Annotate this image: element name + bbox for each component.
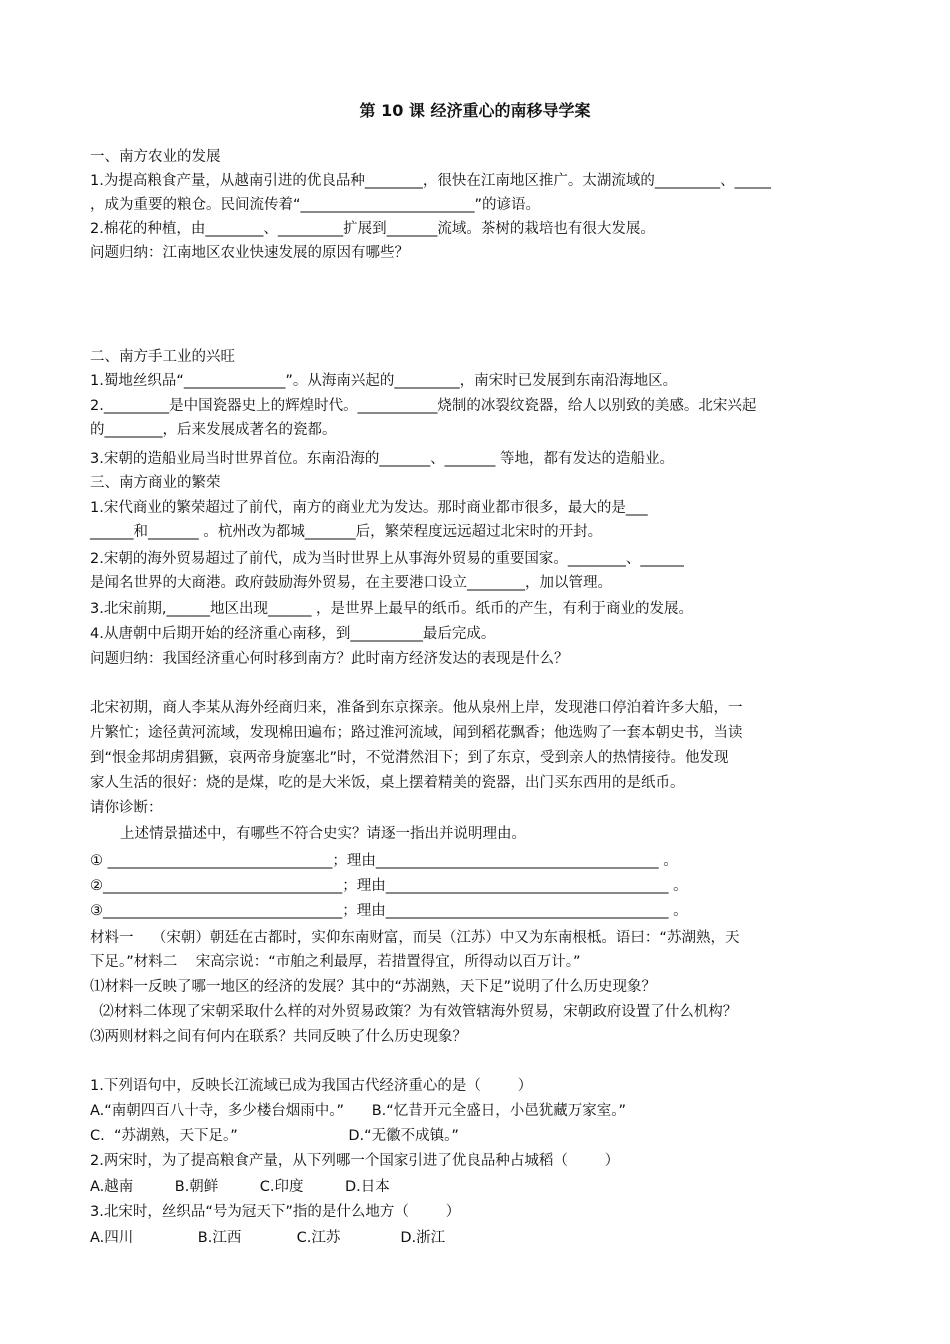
quiz-options-1b: C. “苏湖熟，天下足。” D.“无徽不成镇。” <box>90 1128 459 1144</box>
text-line: 的________，后来发展成著名的瓷都。 <box>90 422 337 438</box>
quiz-options-3: A.四川 B.江西 C.江苏 D.浙江 <box>90 1230 446 1246</box>
story-line: 家人生活的很好：烧的是煤，吃的是大米饭，桌上摆着精美的瓷器，出门买东西用的是纸币。 <box>90 775 685 791</box>
text-line: ，成为重要的粮仓。民间流传着“________________________”的谚语。 <box>90 197 541 213</box>
page-title: 第 10 课 经济重心的南移导学案 <box>359 101 591 120</box>
answer-line-2: ②_________________________________；理由_______________________________________ 。 <box>90 878 688 894</box>
material-line: 材料一 （宋朝）朝廷在古都时，实仰东南财富，而吴（江苏）中又为东南根柢。语曰：“苏湖熟，天 <box>90 930 740 946</box>
text-line: ______和_______ 。杭州改为都城_______后，繁荣程度远远超过北宋时的开封。 <box>90 524 603 540</box>
answer-line-3: ③_________________________________；理由_______________________________________ 。 <box>90 903 688 919</box>
text-line: 1.蜀地丝织品“______________”。从海南兴起的_________，南宋时已发展到东南沿海地区。 <box>90 373 678 389</box>
text-line: 3.宋朝的造船业局当时世界首位。东南沿海的_______、_______ 等地，都有发达的造船业。 <box>90 451 674 467</box>
text-line: 4.从唐朝中后期开始的经济重心南移，到__________最后完成。 <box>90 626 496 642</box>
diagnose-label: 请你诊断： <box>90 800 163 816</box>
diagnose-prompt: 上述情景描述中，有哪些不符合史实？请逐一指出并说明理由。 <box>120 826 526 842</box>
quiz-options-2: A.越南 B.朝鲜 C.印度 D.日本 <box>90 1179 390 1195</box>
text-line: 2.棉花的种植，由________、_________扩展到_______流域。茶树的栽培也有很大发展。 <box>90 221 655 237</box>
text-line: 1.宋代商业的繁荣超过了前代，南方的商业尤为发达。那时商业都市很多，最大的是___ <box>90 500 648 516</box>
material-question-2: ⑵材料二体现了宋朝采取什么样的对外贸易政策？为有效管辖海外贸易，宋朝政府设置了什么机构？ <box>90 1004 738 1020</box>
quiz-question-2: 2.两宋时，为了提高粮食产量，从下列哪一个国家引进了优良品种占城稻（ ） <box>90 1153 620 1169</box>
text-line: 是闻名世界的大商港。政府鼓励海外贸易，在主要港口设立________，加以管理。 <box>90 575 612 591</box>
text-line: 1.为提高粮食产量，从越南引进的优良品种________，很快在江南地区推广。太湖流域的_________、_____ <box>90 173 771 189</box>
quiz-question-1: 1.下列语句中，反映长江流域已成为我国古代经济重心的是（ ） <box>90 1078 533 1094</box>
story-line: 到“恨金邦胡虏猖獗，哀两帝身旋塞北”时，不觉潸然泪下；到了东京，受到亲人的热情接待。他发现 <box>90 750 729 766</box>
section-2-heading: 二、南方手工业的兴旺 <box>90 349 235 365</box>
material-question-3: ⑶两则材料之间有何内在联系？共同反映了什么历史现象？ <box>90 1029 467 1045</box>
question-summary: 问题归纳：我国经济重心何时移到南方？此时南方经济发达的表现是什么？ <box>90 651 569 667</box>
section-3-heading: 三、南方商业的繁荣 <box>90 475 221 491</box>
quiz-question-3: 3.北宋时，丝织品“号为冠天下”指的是什么地方（ ） <box>90 1204 461 1220</box>
story-line: 北宋初期，商人李某从海外经商归来，准备到东京探亲。他从泉州上岸，发现港口停泊着许多大船，一 <box>90 700 743 716</box>
question-summary: 问题归纳：江南地区农业快速发展的原因有哪些？ <box>90 245 409 261</box>
answer-line-1: ① _______________________________；理由_______________________________________ 。 <box>90 853 678 869</box>
section-1-heading: 一、南方农业的发展 <box>90 149 221 165</box>
quiz-options-1a: A.“南朝四百八十寺，多少楼台烟雨中。” B.“忆昔开元全盛日，小邑犹藏万家室。” <box>90 1103 627 1119</box>
material-line: 下足。”材料二 宋高宗说：“市舶之利最厚，若措置得宜，所得动以百万计。” <box>90 954 581 970</box>
material-question-1: ⑴材料一反映了哪一地区的经济的发展？其中的“苏湖熟，天下足”说明了什么历史现象？ <box>90 979 657 995</box>
story-line: 片繁忙；途径黄河流域，发现棉田遍布；路过淮河流域，闻到稻花飘香；他选购了一套本朝史书，当读 <box>90 725 743 741</box>
text-line: 2._________是中国瓷器史上的辉煌时代。___________烧制的冰裂纹瓷器，给人以别致的美感。北宋兴起 <box>90 398 757 414</box>
text-line: 3.北宋前期,______地区出现______ ，是世界上最早的纸币。纸币的产生，有利于商业的发展。 <box>90 601 694 617</box>
text-line: 2.宋朝的海外贸易超过了前代，成为当时世界上从事海外贸易的重要国家。________、______ <box>90 551 684 567</box>
